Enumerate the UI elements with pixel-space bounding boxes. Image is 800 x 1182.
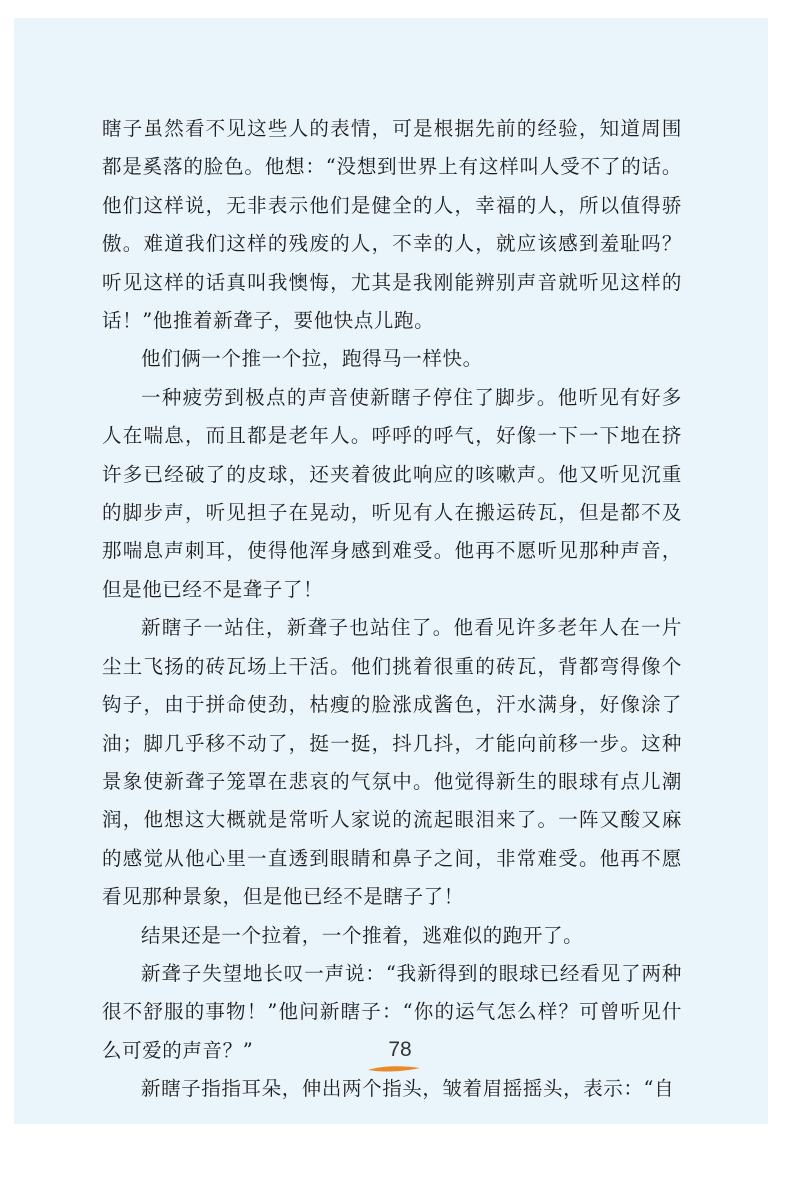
page-number-swoosh-icon [366, 1062, 422, 1076]
paragraph: 一种疲劳到极点的声音使新瞎子停住了脚步。他听见有好多人在喘息，而且都是老年人。呼呼的呼气，好像一下一下地在挤许多已经破了的皮球，还夹着彼此响应的咳嗽声。他又听见沉重的脚步声，听见担子在晃动，听见有人在搬运砖瓦，但是都不及那喘息声刺耳，使得他浑身感到难受。他再不愿听见那种声音，但是他已经不是聋子了！ [102, 385, 682, 601]
paragraph: 新瞎子指指耳朵，伸出两个指头，皱着眉摇摇头，表示：“自 [141, 1077, 675, 1101]
paragraph: 他们俩一个推一个拉，跑得马一样快。 [141, 347, 483, 371]
paragraph: 结果还是一个拉着，一个推着，逃难似的跑开了。 [141, 923, 584, 947]
paragraph: 瞎子虽然看不见这些人的表情，可是根据先前的经验，知道周围都是奚落的脸色。他想：“没想到世界上有这样叫人受不了的话。他们这样说，无非表示他们是健全的人，幸福的人，所以值得骄傲。难道我们这样的残废的人，不幸的人，就应该感到羞耻吗？听见这样的话真叫我懊悔，尤其是我刚能辨别声音就听见这样的话！”他推着新聋子，要他快点儿跑。 [102, 117, 682, 333]
body-text [102, 110, 682, 1109]
page-number: 78 [388, 1038, 412, 1061]
paragraph: 新瞎子一站住，新聋子也站住了。他看见许多老年人在一片尘土飞扬的砖瓦场上干活。他们挑着很重的砖瓦，背都弯得像个钩子，由于拼命使劲，枯瘦的脸涨成酱色，汗水满身，好像涂了油；脚几乎移不动了，挺一挺，抖几抖，才能向前移一步。这种景象使新聋子笼罩在悲哀的气氛中。他觉得新生的眼球有点儿潮润，他想这大概就是常听人家说的流起眼泪来了。一阵又酸又麻的感觉从他心里一直透到眼睛和鼻子之间，非常难受。他再不愿看见那种景象，但是他已经不是瞎子了！ [102, 616, 682, 909]
paragraph: 新聋子失望地长叹一声说：“我新得到的眼球已经看见了两种很不舒服的事物！”他问新瞎子：“你的运气怎么样？可曾听见什么可爱的声音？” [102, 961, 682, 1062]
